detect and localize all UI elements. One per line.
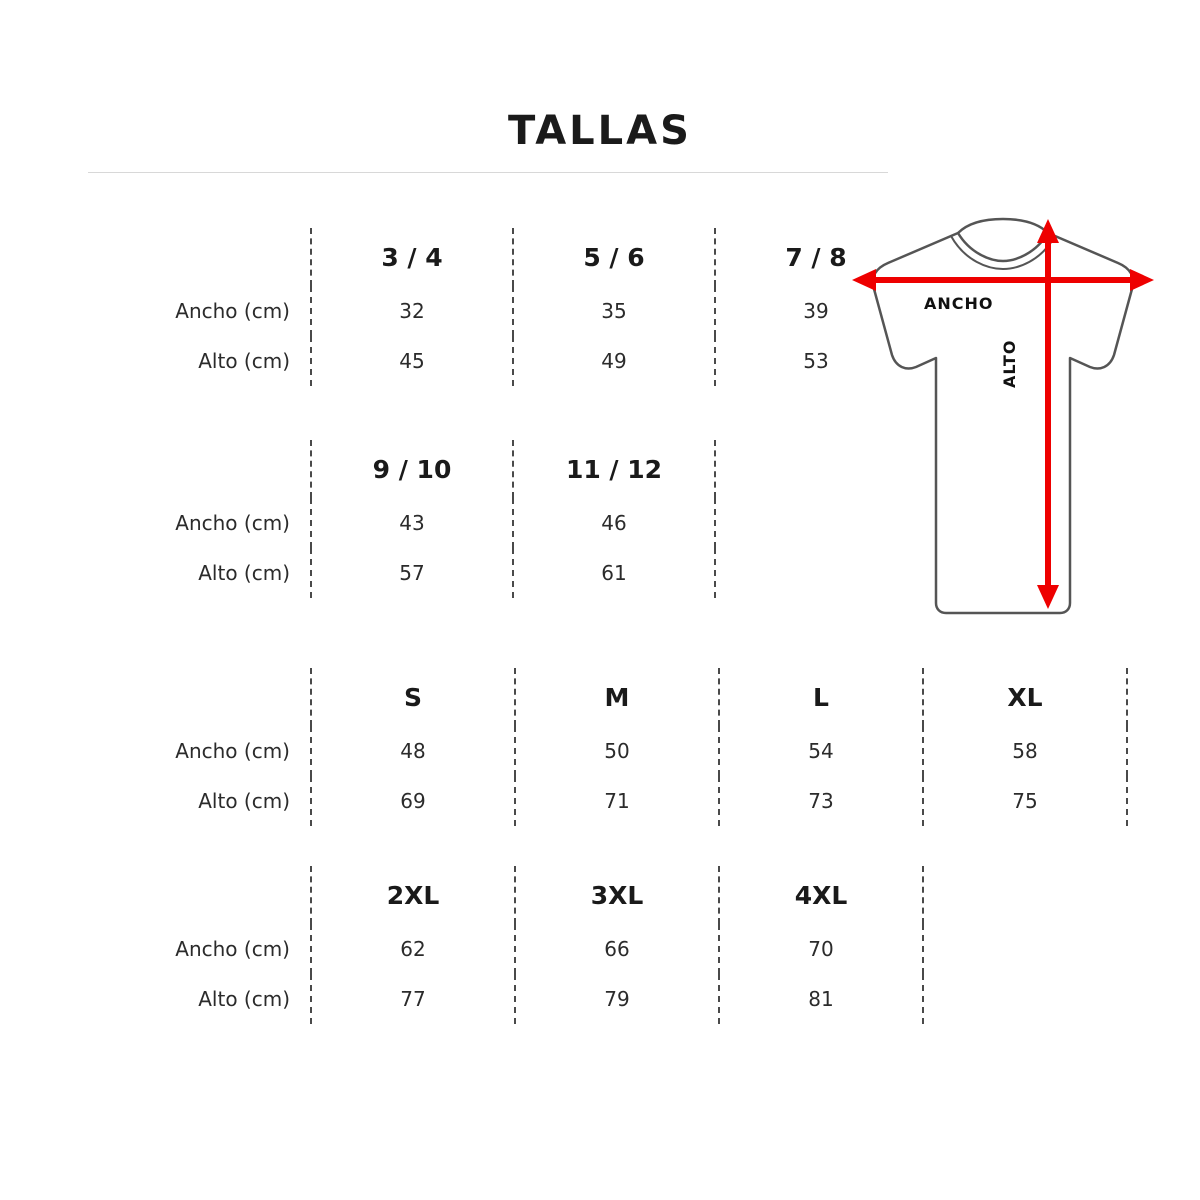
cell-ancho: 62 [311,924,515,974]
diagram-label-alto: ALTO [1000,339,1019,388]
header-spacer [90,668,311,726]
table-row-alto [90,974,1126,1024]
table-edge [1127,726,1130,776]
cell-ancho: 46 [513,498,715,548]
table-row-alto [90,336,916,386]
size-header: 9 / 10 [311,440,513,498]
table-row-ancho [90,726,1130,776]
row-label-alto: Alto (cm) [198,987,290,1011]
size-header: 11 / 12 [513,440,715,498]
cell-alto: 79 [515,974,719,1024]
cell-alto: 53 [715,336,916,386]
cell-ancho: 50 [515,726,719,776]
size-header: M [515,668,719,726]
header-spacer [90,228,311,286]
table-header-row [90,228,916,286]
cell-alto: 45 [311,336,513,386]
table-row-ancho [90,924,1126,974]
cell-ancho: 54 [719,726,923,776]
size-header: L [719,668,923,726]
row-label-alto: Alto (cm) [198,789,290,813]
size-header: 3 / 4 [311,228,513,286]
table-header-row [90,440,916,498]
tshirt-diagram [818,205,1188,635]
cell-ancho: 66 [515,924,719,974]
table-edge [1127,776,1130,826]
row-label-ancho: Ancho (cm) [175,299,290,323]
cell-alto: 75 [923,776,1127,826]
cell-ancho: 58 [923,726,1127,776]
cell-ancho: 48 [311,726,515,776]
cell-ancho: 32 [311,286,513,336]
size-header: S [311,668,515,726]
size-header: 4XL [719,866,923,924]
size-header: 7 / 8 [715,228,916,286]
size-header: 2XL [311,866,515,924]
tshirt-icon [818,205,1188,635]
cell-alto: 61 [513,548,715,598]
row-label-ancho: Ancho (cm) [175,937,290,961]
table-row-alto [90,548,916,598]
cell-alto: 73 [719,776,923,826]
cell-alto: 49 [513,336,715,386]
cell-ancho: 43 [311,498,513,548]
table-row-ancho [90,498,916,548]
table-row-alto [90,776,1130,826]
table-row-ancho [90,286,916,336]
row-label-alto: Alto (cm) [198,561,290,585]
cell-ancho: 35 [513,286,715,336]
row-label-ancho: Ancho (cm) [175,511,290,535]
row-label-ancho: Ancho (cm) [175,739,290,763]
size-table-adult-plus [90,866,1126,1024]
cell-ancho: 70 [719,924,923,974]
table-header-row [90,668,1130,726]
title-divider [88,172,888,173]
cell-alto: 57 [311,548,513,598]
table-edge [1127,668,1130,726]
size-table-kids-large [90,440,916,598]
cell-alto: 81 [719,974,923,1024]
size-header: 5 / 6 [513,228,715,286]
cell-empty [923,924,1126,974]
size-header: 3XL [515,866,719,924]
table-header-row [90,866,1126,924]
cell-alto: 71 [515,776,719,826]
header-spacer [90,440,311,498]
cell-alto: 69 [311,776,515,826]
cell-alto: 77 [311,974,515,1024]
row-label-alto: Alto (cm) [198,349,290,373]
page-title: TALLAS [508,108,692,154]
diagram-label-ancho: ANCHO [924,294,994,313]
cell-empty [923,974,1126,1024]
cell-ancho: 39 [715,286,916,336]
size-header-empty [923,866,1126,924]
header-spacer [90,866,311,924]
size-table-adult-standard [90,668,1130,826]
size-table-kids-small [90,228,916,386]
size-header: XL [923,668,1127,726]
